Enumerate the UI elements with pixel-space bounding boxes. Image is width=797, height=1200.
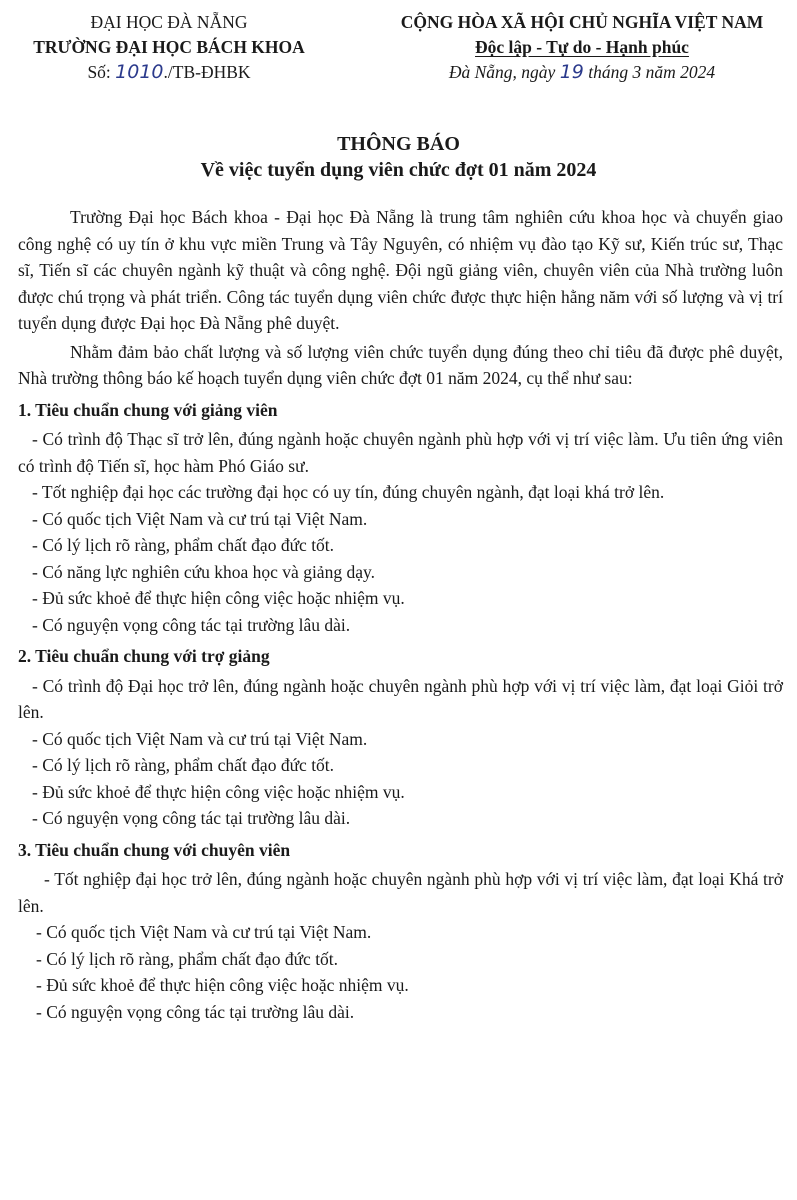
date-line: [372, 60, 792, 85]
intro-paragraph: Nhằm đảm bảo chất lượng và số lượng viên chức tuyển dụng đúng theo chỉ tiêu đã được phê duyệt, Nhà trường thông báo kế hoạch tuyển dụng viên chức đợt 01 năm 2024, cụ thể như sau:: [18, 341, 783, 388]
list-item: - Có nguyện vọng công tác tại trường lâu dài.: [32, 808, 351, 828]
doc-no-suffix: ./TB-ĐHBK: [163, 62, 251, 82]
section-heading: 2. Tiêu chuẩn chung với trợ giảng: [18, 646, 270, 666]
list-item: - Đủ sức khoẻ để thực hiện công việc hoặc nhiệm vụ.: [36, 975, 409, 995]
list-item: - Đủ sức khoẻ để thực hiện công việc hoặc nhiệm vụ.: [32, 588, 405, 608]
doc-no-handwritten: 1010: [115, 61, 164, 83]
list-item: - Có trình độ Đại học trở lên, đúng ngành hoặc chuyên ngành phù hợp với vị trí việc làm, đạt loại Giỏi trở lên.: [18, 675, 783, 722]
date-prefix: Đà Nẵng, ngày: [448, 62, 560, 82]
list-item: - Có trình độ Thạc sĩ trở lên, đúng ngành hoặc chuyên ngành phù hợp với vị trí việc làm. Ưu tiên ứng viên có trình độ Tiến sĩ, học hàm Phó Giáo sư.: [18, 429, 783, 476]
doc-no-prefix: Số:: [87, 62, 116, 82]
list-item: - Có lý lịch rõ ràng, phẩm chất đạo đức tốt.: [32, 535, 335, 555]
org-parent: ĐẠI HỌC ĐÀ NẴNG: [90, 12, 248, 32]
motto: Độc lập - Tự do - Hạnh phúc: [475, 37, 689, 57]
list-item: - Có nguyện vọng công tác tại trường lâu dài.: [32, 614, 351, 635]
org-name: TRƯỜNG ĐẠI HỌC BÁCH KHOA: [33, 37, 305, 57]
nation-title: CỘNG HÒA XÃ HỘI CHỦ NGHĨA VIỆT NAM: [400, 12, 764, 32]
notice-title-block: [0, 131, 797, 183]
header-right: [372, 10, 792, 85]
section-heading: 3. Tiêu chuẩn chung với chuyên viên: [18, 839, 291, 860]
document-number: [14, 60, 324, 85]
list-item: - Có quốc tịch Việt Nam và cư trú tại Việt Nam.: [32, 508, 368, 529]
list-item: - Có năng lực nghiên cứu khoa học và giảng dạy.: [32, 561, 375, 582]
list-item: - Tốt nghiệp đại học trở lên, đúng ngành hoặc chuyên ngành phù hợp với vị trí việc làm, đạt loại Khá trở lên.: [18, 869, 783, 916]
intro-paragraph: Trường Đại học Bách khoa - Đại học Đà Nẵng là trung tâm nghiên cứu khoa học và chuyển giao công nghệ có uy tín ở khu vực miền Trung và Tây Nguyên, có nhiệm vụ đào tạo Kỹ sư, Kiến trúc sư, Thạc sĩ, Tiến sĩ các chuyên ngành kỹ thuật và công nghệ. Đội ngũ giảng viên, chuyên viên của Nhà trường luôn được chú trọng và phát triển. Công tác tuyển dụng viên chức được thực hiện hằng năm với số lượng và vị trí tuyển dụng được Đại học Đà Nẵng phê duyệt.: [18, 207, 783, 333]
list-item: - Tốt nghiệp đại học các trường đại học có uy tín, đúng chuyên ngành, đạt loại khá trở lên.: [32, 482, 665, 502]
list-item: - Có nguyện vọng công tác tại trường lâu dài.: [36, 1001, 355, 1022]
list-item: - Có quốc tịch Việt Nam và cư trú tại Việt Nam.: [36, 922, 372, 942]
list-item: - Có quốc tịch Việt Nam và cư trú tại Việt Nam.: [32, 728, 368, 749]
list-item: - Đủ sức khoẻ để thực hiện công việc hoặc nhiệm vụ.: [32, 781, 405, 802]
notice-subtitle: Về việc tuyển dụng viên chức đợt 01 năm 2024: [200, 159, 597, 181]
list-item: - Có lý lịch rõ ràng, phẩm chất đạo đức tốt.: [32, 755, 335, 775]
header-left: [14, 10, 324, 85]
notice-title: THÔNG BÁO: [337, 133, 460, 155]
section-heading: 1. Tiêu chuẩn chung với giảng viên: [18, 399, 278, 420]
date-day-handwritten: 19: [559, 61, 584, 83]
notice-body: [18, 204, 783, 1025]
list-item: - Có lý lịch rõ ràng, phẩm chất đạo đức tốt.: [36, 948, 339, 969]
date-suffix: tháng 3 năm 2024: [583, 62, 716, 82]
